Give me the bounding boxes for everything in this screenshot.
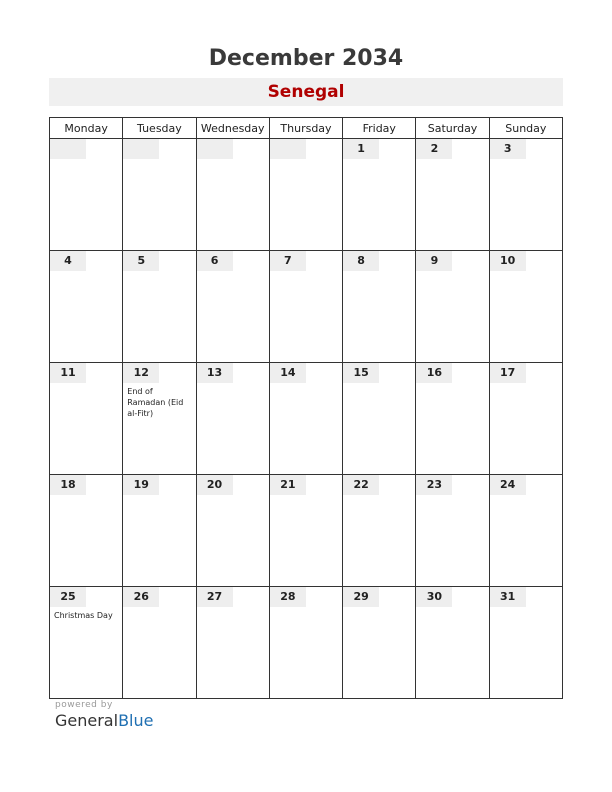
day-number: 10	[490, 251, 526, 271]
day-number: 18	[50, 475, 86, 495]
day-number: 25	[50, 587, 86, 607]
week-row	[50, 139, 563, 251]
brand-blue: Blue	[118, 711, 154, 730]
day-cell	[489, 139, 562, 251]
day-number: 11	[50, 363, 86, 383]
day-cell	[416, 139, 489, 251]
day-number: 26	[123, 587, 159, 607]
day-cell	[123, 139, 196, 251]
calendar-grid	[49, 117, 563, 699]
day-cell	[343, 587, 416, 699]
day-number	[123, 139, 159, 159]
day-number: 14	[270, 363, 306, 383]
day-cell	[50, 363, 123, 475]
day-cell	[416, 587, 489, 699]
day-cell	[269, 139, 342, 251]
day-cell	[269, 587, 342, 699]
day-number: 31	[490, 587, 526, 607]
day-number: 21	[270, 475, 306, 495]
day-number: 28	[270, 587, 306, 607]
day-cell	[343, 251, 416, 363]
day-number: 12	[123, 363, 159, 383]
weekday-header: Monday	[50, 118, 123, 139]
holiday-label: Christmas Day	[54, 611, 113, 620]
day-cell	[196, 139, 269, 251]
day-number	[50, 139, 86, 159]
weekday-header-row	[50, 118, 563, 139]
day-number: 22	[343, 475, 379, 495]
weekday-header: Wednesday	[196, 118, 269, 139]
brand-general: General	[55, 711, 119, 730]
brand-logo[interactable]	[55, 711, 153, 730]
day-number: 13	[197, 363, 233, 383]
day-number: 29	[343, 587, 379, 607]
day-number	[197, 139, 233, 159]
day-number: 17	[490, 363, 526, 383]
day-cell	[269, 251, 342, 363]
day-cell	[196, 251, 269, 363]
day-number: 7	[270, 251, 306, 271]
day-number: 15	[343, 363, 379, 383]
day-number: 24	[490, 475, 526, 495]
week-row	[50, 475, 563, 587]
day-cell	[50, 251, 123, 363]
page-title: December 2034	[208, 46, 404, 71]
day-number: 1	[343, 139, 379, 159]
weekday-header: Thursday	[269, 118, 342, 139]
day-cell	[269, 475, 342, 587]
powered-by-text: powered by	[55, 700, 113, 710]
day-number: 2	[416, 139, 452, 159]
holiday-label: End of Ramadan (Eid al-Fitr)	[127, 387, 184, 418]
day-cell	[196, 587, 269, 699]
day-number: 6	[197, 251, 233, 271]
day-number: 9	[416, 251, 452, 271]
day-number: 16	[416, 363, 452, 383]
day-cell	[489, 475, 562, 587]
day-cell	[50, 587, 123, 699]
day-number: 3	[490, 139, 526, 159]
day-number: 20	[197, 475, 233, 495]
day-cell	[269, 363, 342, 475]
day-cell	[343, 363, 416, 475]
day-number: 8	[343, 251, 379, 271]
weekday-header: Tuesday	[123, 118, 196, 139]
country-name: Senegal	[267, 82, 345, 102]
week-row	[50, 363, 563, 475]
weekday-header: Friday	[343, 118, 416, 139]
day-cell	[123, 251, 196, 363]
day-cell	[343, 475, 416, 587]
day-number: 23	[416, 475, 452, 495]
weekday-header: Saturday	[416, 118, 489, 139]
day-cell	[196, 363, 269, 475]
day-cell	[50, 139, 123, 251]
day-number: 5	[123, 251, 159, 271]
day-cell	[416, 363, 489, 475]
day-cell	[50, 475, 123, 587]
day-cell	[343, 139, 416, 251]
day-cell	[123, 475, 196, 587]
country-banner	[49, 78, 563, 106]
day-number: 19	[123, 475, 159, 495]
day-cell	[196, 475, 269, 587]
day-cell	[123, 363, 196, 475]
day-cell	[416, 251, 489, 363]
day-number	[270, 139, 306, 159]
day-number: 4	[50, 251, 86, 271]
day-number: 30	[416, 587, 452, 607]
day-cell	[489, 587, 562, 699]
weekday-header: Sunday	[489, 118, 562, 139]
day-cell	[123, 587, 196, 699]
week-row	[50, 587, 563, 699]
footer	[55, 700, 153, 730]
day-cell	[489, 363, 562, 475]
week-row	[50, 251, 563, 363]
day-number: 27	[197, 587, 233, 607]
day-cell	[489, 251, 562, 363]
day-cell	[416, 475, 489, 587]
